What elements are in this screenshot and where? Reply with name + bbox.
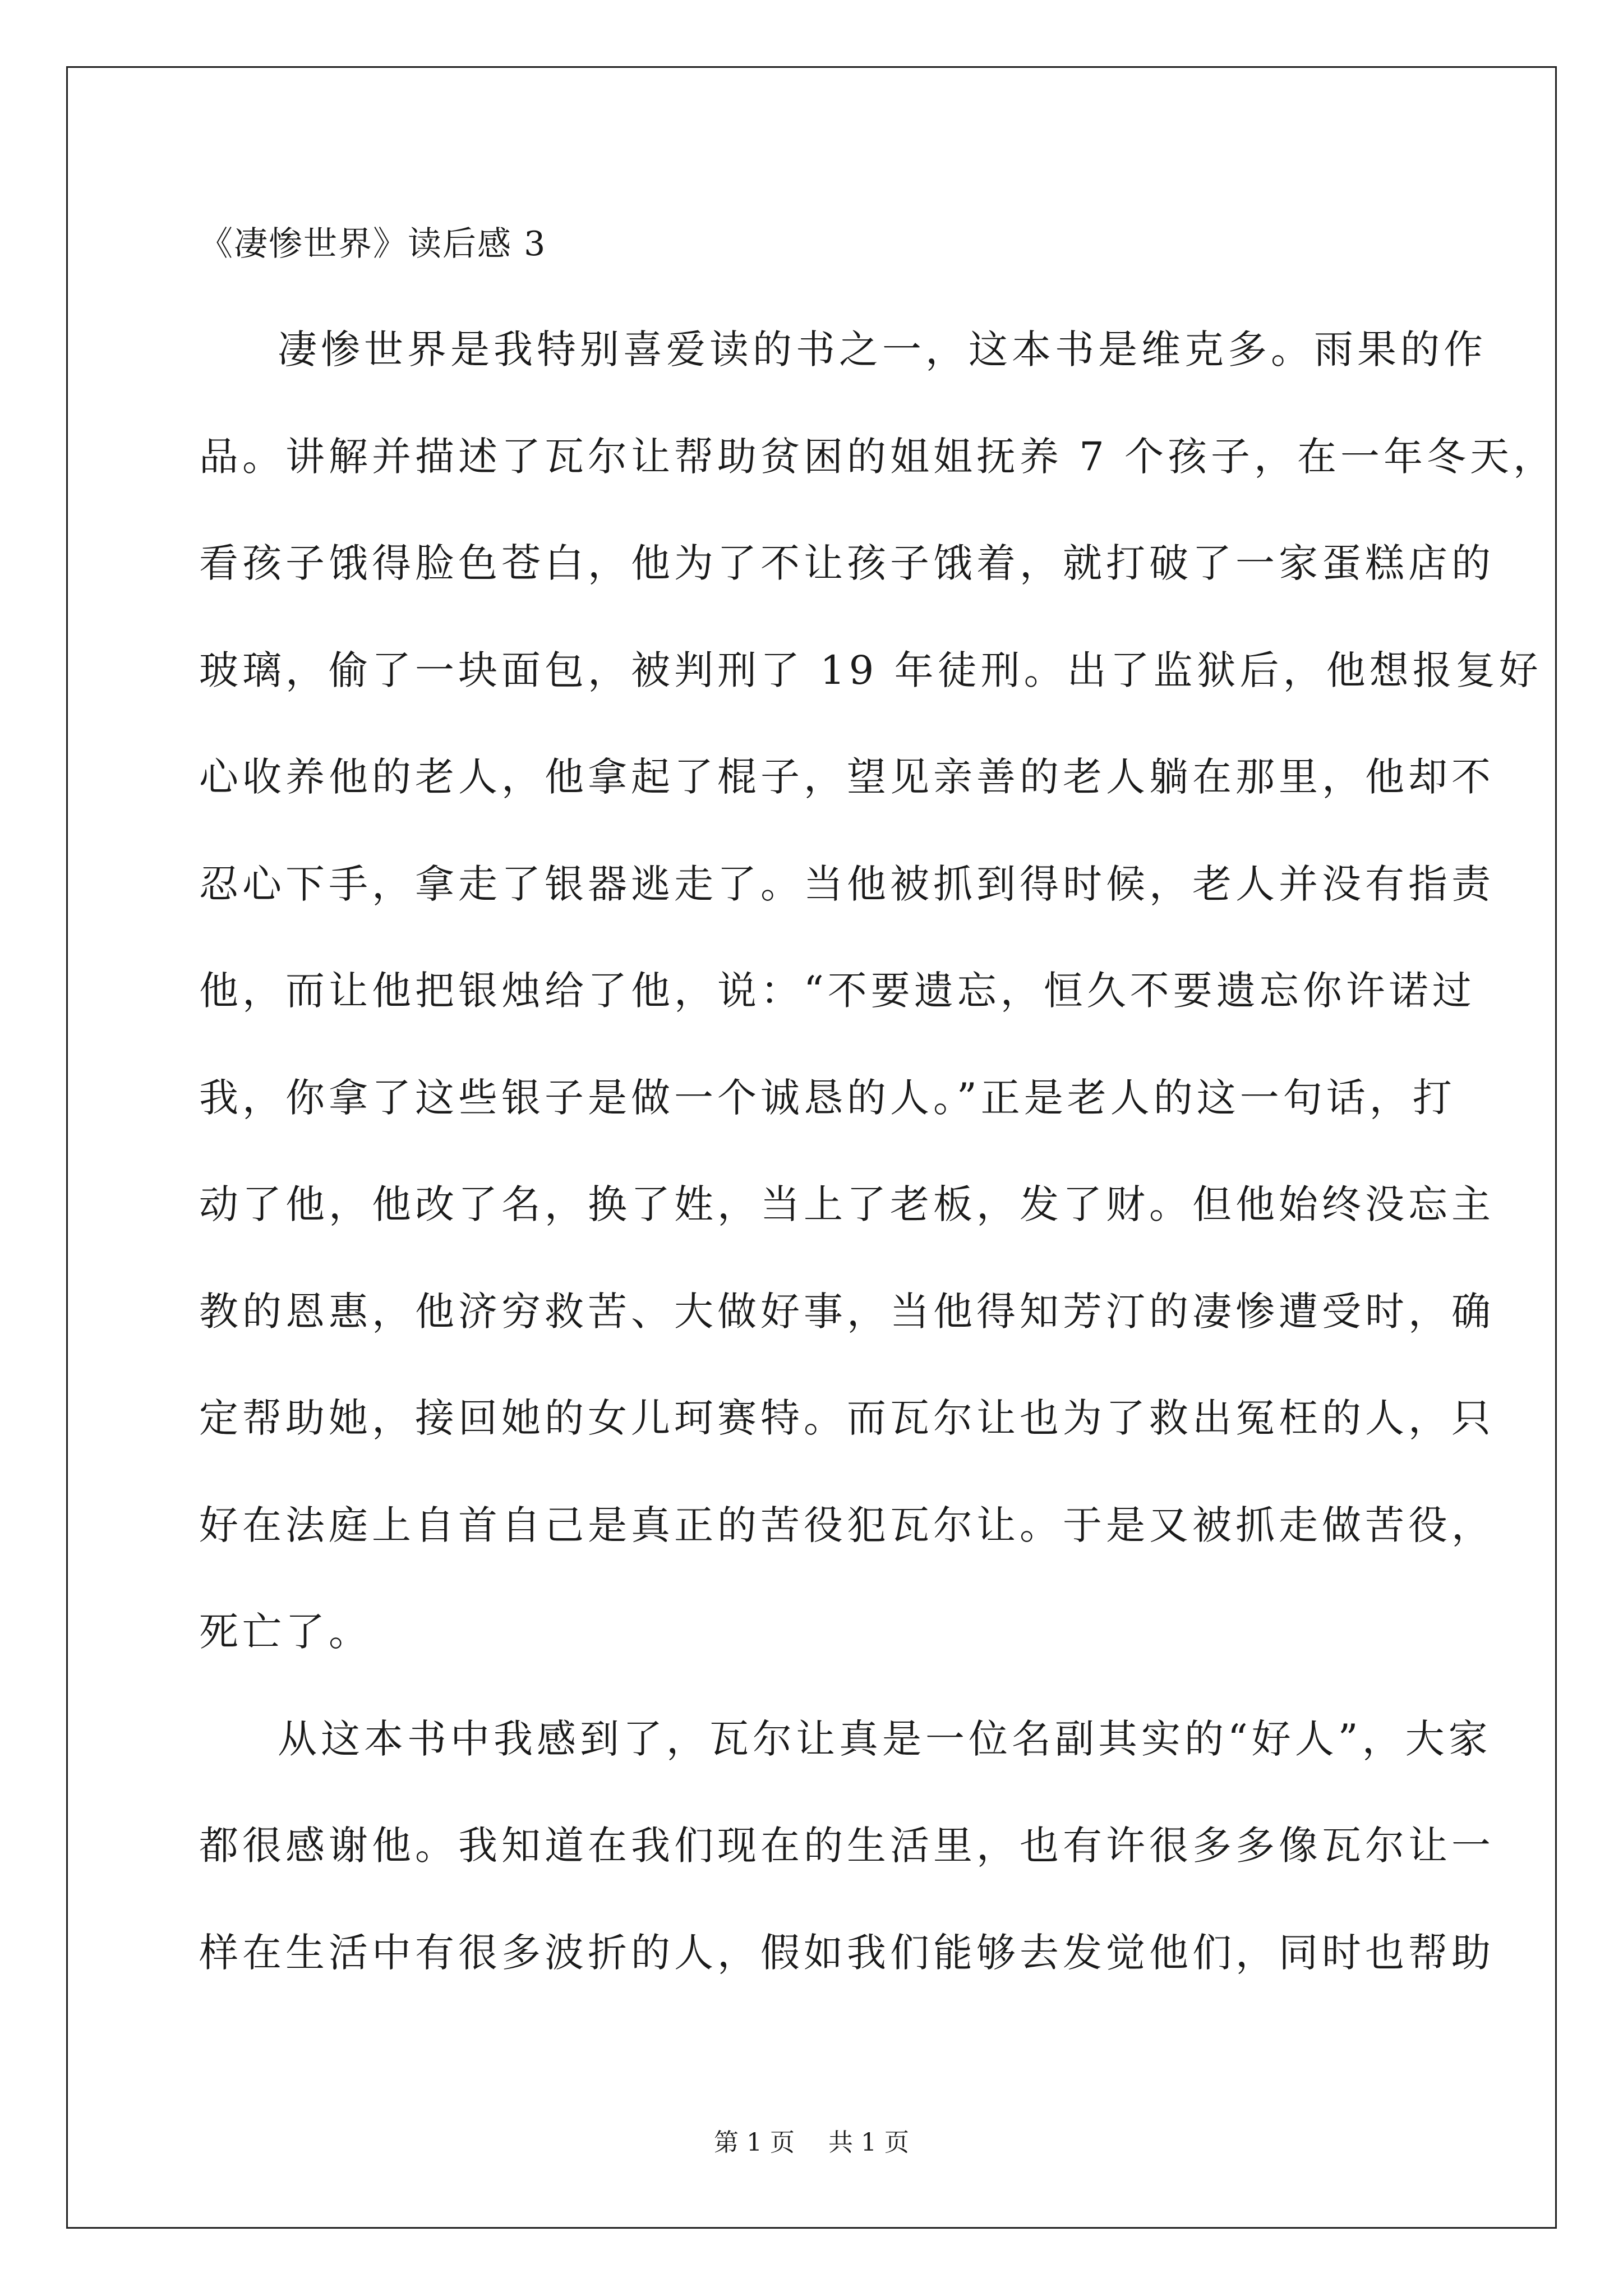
- text-line: 玻璃，偷了一块面包，被判刑了 19 年徒刑。出了监狱后，他想报复好: [199, 647, 1542, 693]
- text-line: 好在法庭上自首自己是真正的苦役犯瓦尔让。于是又被抓走做苦役，: [199, 1502, 1495, 1548]
- text-line: 我，你拿了这些银子是做一个诚恳的人。”正是老人的这一句话，打: [199, 1074, 1456, 1121]
- text-line: 凄惨世界是我特别喜爱读的书之一，这本书是维克多。雨果的作: [278, 326, 1487, 372]
- text-line: 他，而让他把银烛给了他，说：“不要遗忘，恒久不要遗忘你许诺过: [199, 968, 1476, 1014]
- paragraph-1: [199, 296, 1557, 1686]
- text-line: 定帮助她，接回她的女儿珂赛特。而瓦尔让也为了救出冤枉的人，只: [199, 1395, 1495, 1441]
- page-total: 共 1 页: [828, 2128, 909, 2157]
- text-line: 教的恩惠，他济穷救苦、大做好事，当他得知芳汀的凄惨遭受时，确: [199, 1288, 1495, 1335]
- document-body: [199, 296, 1557, 2006]
- text-line: 心收养他的老人，他拿起了棍子，望见亲善的老人躺在那里，他却不: [199, 754, 1495, 800]
- paragraph-2: [199, 1686, 1495, 2007]
- page-number: 第 1 页: [714, 2128, 795, 2157]
- text-line: 都很感谢他。我知道在我们现在的生活里，也有许很多多像瓦尔让一: [199, 1823, 1495, 1869]
- page-footer: [0, 2126, 1623, 2160]
- document-title: 《凄惨世界》读后感 3: [199, 224, 547, 264]
- text-line: 样在生活中有很多波折的人，假如我们能够去发觉他们，同时也帮助: [199, 1929, 1495, 1976]
- text-line: 死亡了。: [199, 1609, 372, 1655]
- text-line: 忍心下手，拿走了银器逃走了。当他被抓到得时候，老人并没有指责: [199, 861, 1495, 907]
- text-line: 从这本书中我感到了，瓦尔让真是一位名副其实的“好人”，大家: [278, 1715, 1492, 1762]
- text-line: 看孩子饿得脸色苍白，他为了不让孩子饿着，就打破了一家蛋糕店的: [199, 540, 1495, 586]
- text-line: 动了他，他改了名，换了姓，当上了老板，发了财。但他始终没忘主: [199, 1181, 1495, 1227]
- text-line: 品。讲解并描述了瓦尔让帮助贫困的姐姐抚养 7 个孩子，在一年冬天，: [199, 433, 1557, 480]
